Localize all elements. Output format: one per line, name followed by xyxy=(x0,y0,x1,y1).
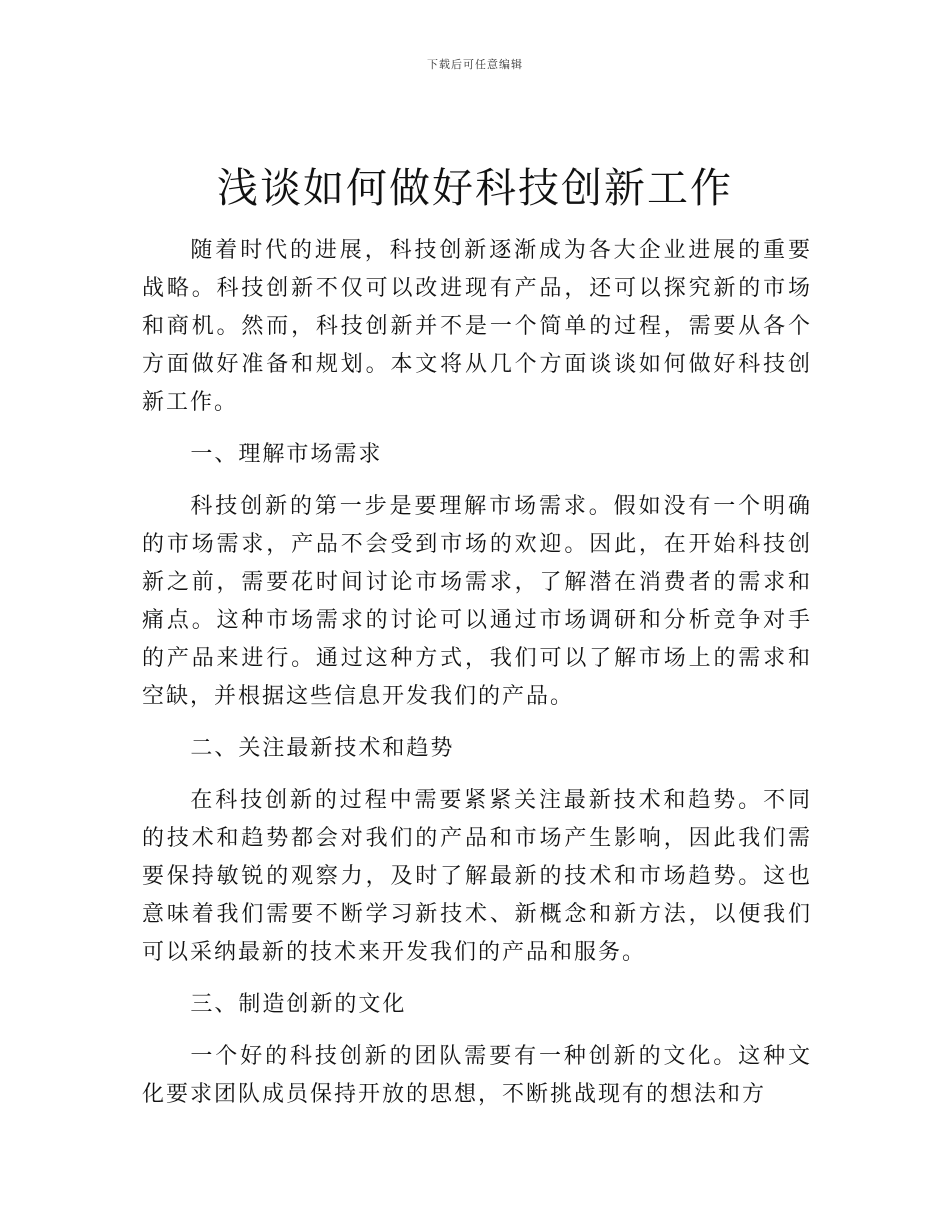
section-heading-1: 一、理解市场需求 xyxy=(190,442,383,467)
section-heading-2: 二、关注最新技术和趋势 xyxy=(190,736,455,761)
section-1-paragraph: 科技创新的第一步是要理解市场需求。假如没有一个明确的市场需求，产品不会受到市场的欢迎。因此，在开始科技创新之前，需要花时间讨论市场需求，了解潜在消费者的需求和痛点。这种市场需求的讨论可以通过市场调研和分析竞争对手的产品来进行。通过这种方式，我们可以了解市场上的需求和空缺，并根据这些信息开发我们的产品。 xyxy=(142,494,812,709)
intro-paragraph: 随着时代的进展，科技创新逐渐成为各大企业进展的重要战略。科技创新不仅可以改进现有产品，还可以探究新的市场和商机。然而，科技创新并不是一个简单的过程，需要从各个方面做好准备和规划。本文将从几个方面谈谈如何做好科技创新工作。 xyxy=(142,238,812,415)
section-3-paragraph: 一个好的科技创新的团队需要有一种创新的文化。这种文化要求团队成员保持开放的思想，不断挑战现有的想法和方 xyxy=(142,1044,812,1107)
section-2-paragraph: 在科技创新的过程中需要紧紧关注最新技术和趋势。不同的技术和趋势都会对我们的产品和市场产生影响，因此我们需要保持敏锐的观察力，及时了解最新的技术和市场趋势。这也意味着我们需要不断学习新技术、新概念和新方法，以便我们可以采纳最新的技术来开发我们的产品和服务。 xyxy=(142,788,812,965)
page-header-note: 下载后可任意编辑 xyxy=(427,58,523,71)
section-heading-3: 三、制造创新的文化 xyxy=(190,992,407,1017)
document-title: 浅谈如何做好科技创新工作 xyxy=(217,164,733,212)
document-body xyxy=(142,232,812,1128)
